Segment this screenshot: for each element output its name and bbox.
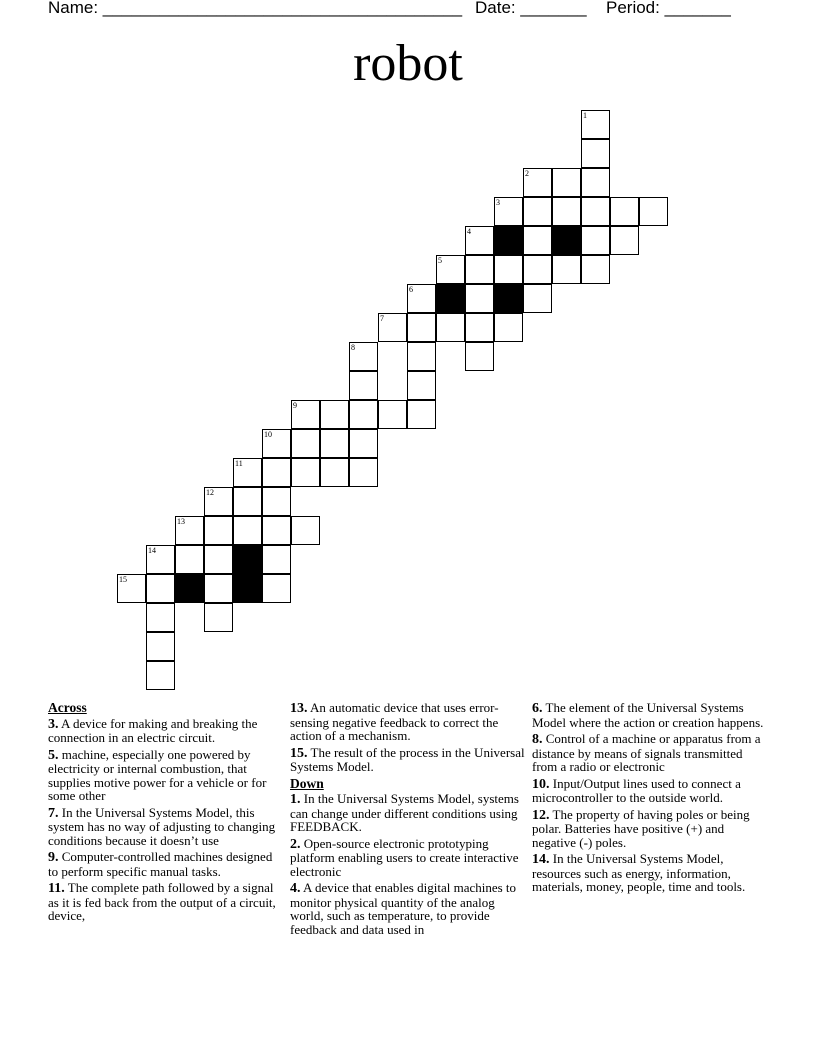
clue-number: 14. xyxy=(532,852,550,867)
clue-text: Input/Output lines used to connect a microcontroller to the outside world. xyxy=(532,775,741,805)
cell-number: 6 xyxy=(409,285,413,294)
crossword-cell[interactable] xyxy=(581,139,610,168)
crossword-cell[interactable] xyxy=(262,545,291,574)
clue-text: The element of the Universal Systems Model where the action or creation happens. xyxy=(532,700,764,730)
clue-text: The property of having poles or being polar. Batteries have positive (+) and negative (-) poles. xyxy=(532,806,750,850)
clue-number: 1. xyxy=(290,792,301,807)
cell-number: 14 xyxy=(148,546,156,555)
cell-number: 4 xyxy=(467,227,471,236)
crossword-cell[interactable] xyxy=(233,516,262,545)
crossword-block xyxy=(494,226,523,255)
cell-number: 8 xyxy=(351,343,355,352)
crossword-cell[interactable] xyxy=(407,342,436,371)
clue-across-9 xyxy=(48,850,280,878)
clue-down-10 xyxy=(532,777,768,805)
clue-text: A device for making and breaking the connection in an electric circuit. xyxy=(48,715,258,745)
crossword-cell[interactable] xyxy=(581,226,610,255)
cell-number: 10 xyxy=(264,430,272,439)
crossword-cell[interactable] xyxy=(175,545,204,574)
crossword-cell[interactable] xyxy=(320,429,349,458)
crossword-cell[interactable] xyxy=(146,545,175,574)
crossword-cell[interactable] xyxy=(146,632,175,661)
crossword-block xyxy=(233,574,262,603)
crossword-cell[interactable] xyxy=(465,226,494,255)
crossword-cell[interactable] xyxy=(349,371,378,400)
clue-text: In the Universal Systems Model, resources such as energy, information, materials, money, people, time and tools. xyxy=(532,851,746,894)
cell-number: 15 xyxy=(119,575,127,584)
crossword-cell[interactable] xyxy=(204,603,233,632)
crossword-cell[interactable] xyxy=(291,458,320,487)
crossword-cell[interactable] xyxy=(175,516,204,545)
clue-text: A device that enables digital machines to monitor physical quantity of the analog world, such as temperature, to provide feedback and data used in xyxy=(290,880,517,937)
across-heading: Across xyxy=(48,700,87,715)
period-field[interactable]: Period: _______ xyxy=(606,0,731,17)
clue-text: In the Universal Systems Model, this system has no way of adjusting to changing conditions because it doesn’t use xyxy=(48,804,276,848)
cell-number: 13 xyxy=(177,517,185,526)
clue-number: 12. xyxy=(532,807,550,823)
crossword-cell[interactable] xyxy=(146,661,175,690)
crossword-cell[interactable] xyxy=(494,197,523,226)
crossword-cell[interactable] xyxy=(291,400,320,429)
cell-number: 9 xyxy=(293,401,297,410)
clue-number: 5. xyxy=(48,747,59,763)
crossword-cell[interactable] xyxy=(378,400,407,429)
across-clues-column xyxy=(48,701,280,926)
crossword-cell[interactable] xyxy=(204,545,233,574)
worksheet-header xyxy=(0,0,816,22)
clue-down-4 xyxy=(290,881,526,936)
crossword-block xyxy=(175,574,204,603)
clue-text: An automatic device that uses error-sensing negative feedback to correct the action of a mechanism. xyxy=(290,700,499,743)
crossword-cell[interactable] xyxy=(204,516,233,545)
crossword-cell[interactable] xyxy=(262,516,291,545)
crossword-cell[interactable] xyxy=(581,197,610,226)
crossword-cell[interactable] xyxy=(291,429,320,458)
clue-down-12 xyxy=(532,808,768,850)
clue-number: 6. xyxy=(532,701,543,716)
clue-down-2 xyxy=(290,837,526,879)
crossword-block xyxy=(436,284,465,313)
middle-clues-column xyxy=(290,701,526,939)
clue-down-14 xyxy=(532,852,768,894)
clue-down-6 xyxy=(532,701,768,729)
crossword-cell[interactable] xyxy=(639,197,668,226)
crossword-cell[interactable] xyxy=(204,487,233,516)
clue-text: The complete path followed by a signal as it is fed back from the output of a circuit, device, xyxy=(48,880,276,923)
crossword-cell[interactable] xyxy=(552,197,581,226)
crossword-cell[interactable] xyxy=(349,342,378,371)
crossword-cell[interactable] xyxy=(349,400,378,429)
cell-number: 3 xyxy=(496,198,500,207)
crossword-cell[interactable] xyxy=(407,284,436,313)
clue-across-15 xyxy=(290,746,526,774)
cell-number: 11 xyxy=(235,459,243,468)
clue-across-3 xyxy=(48,717,280,745)
crossword-cell[interactable] xyxy=(262,574,291,603)
crossword-cell[interactable] xyxy=(523,197,552,226)
crossword-cell[interactable] xyxy=(581,168,610,197)
crossword-cell[interactable] xyxy=(204,574,233,603)
crossword-cell[interactable] xyxy=(436,255,465,284)
crossword-cell[interactable] xyxy=(320,458,349,487)
clue-number: 9. xyxy=(48,850,59,865)
clue-text: machine, especially one powered by electricity or internal combustion, that supplies motive power for a vehicle or for some other xyxy=(48,746,267,803)
name-field[interactable]: Name: ______________________________________ xyxy=(48,0,463,17)
down-heading: Down xyxy=(290,775,324,791)
clue-text: In the Universal Systems Model, systems can change under different conditions using FEEDBACK. xyxy=(290,791,519,834)
clue-across-13 xyxy=(290,701,526,743)
crossword-cell[interactable] xyxy=(610,197,639,226)
crossword-block xyxy=(552,226,581,255)
right-clues-column xyxy=(532,701,768,897)
clue-text: Computer-controlled machines designed to perform specific manual tasks. xyxy=(48,849,273,879)
crossword-cell[interactable] xyxy=(494,255,523,284)
clue-text: Open-source electronic prototyping platform enabling users to create interactive electronic xyxy=(290,835,519,879)
crossword-cell[interactable] xyxy=(610,226,639,255)
clue-across-7 xyxy=(48,806,280,848)
crossword-cell[interactable] xyxy=(465,313,494,342)
cell-number: 7 xyxy=(380,314,384,323)
crossword-cell[interactable] xyxy=(465,342,494,371)
clue-number: 10. xyxy=(532,776,550,792)
crossword-cell[interactable] xyxy=(146,603,175,632)
crossword-cell[interactable] xyxy=(581,255,610,284)
crossword-cell[interactable] xyxy=(378,313,407,342)
clue-number: 7. xyxy=(48,805,59,821)
crossword-cell[interactable] xyxy=(581,110,610,139)
crossword-cell[interactable] xyxy=(349,458,378,487)
crossword-cell[interactable] xyxy=(523,226,552,255)
clue-down-1 xyxy=(290,792,526,834)
cell-number: 12 xyxy=(206,488,214,497)
clue-across-11 xyxy=(48,881,280,923)
crossword-cell[interactable] xyxy=(117,574,146,603)
clue-number: 3. xyxy=(48,716,59,732)
crossword-cell[interactable] xyxy=(523,168,552,197)
crossword-cell[interactable] xyxy=(436,313,465,342)
crossword-cell[interactable] xyxy=(494,313,523,342)
crossword-cell[interactable] xyxy=(407,313,436,342)
puzzle-title: robot xyxy=(353,35,463,92)
crossword-cell[interactable] xyxy=(291,516,320,545)
crossword-cell[interactable] xyxy=(262,458,291,487)
date-field[interactable]: Date: _______ xyxy=(475,0,587,17)
clue-number: 4. xyxy=(290,881,301,896)
clue-text: The result of the process in the Universal Systems Model. xyxy=(290,744,525,774)
crossword-block xyxy=(233,545,262,574)
cell-number: 1 xyxy=(583,111,587,120)
crossword-cell[interactable] xyxy=(552,255,581,284)
clue-text: Control of a machine or apparatus from a distance by means of signals transmitted from a radio or electronic xyxy=(532,731,761,774)
clue-across-5 xyxy=(48,748,280,803)
clue-number: 8. xyxy=(532,732,543,747)
clue-number: 11. xyxy=(48,881,65,896)
crossword-cell[interactable] xyxy=(262,487,291,516)
clue-number: 2. xyxy=(290,836,301,852)
crossword-cell[interactable] xyxy=(523,255,552,284)
crossword-cell[interactable] xyxy=(320,400,349,429)
clue-down-8 xyxy=(532,732,768,774)
crossword-cell[interactable] xyxy=(552,168,581,197)
crossword-cell[interactable] xyxy=(465,255,494,284)
crossword-cell[interactable] xyxy=(523,284,552,313)
crossword-cell[interactable] xyxy=(262,429,291,458)
clue-number: 13. xyxy=(290,701,308,716)
cell-number: 2 xyxy=(525,169,529,178)
crossword-cell[interactable] xyxy=(233,458,262,487)
crossword-cell[interactable] xyxy=(349,429,378,458)
crossword-cell[interactable] xyxy=(233,487,262,516)
cell-number: 5 xyxy=(438,256,442,265)
crossword-block xyxy=(494,284,523,313)
crossword-cell[interactable] xyxy=(407,371,436,400)
clue-number: 15. xyxy=(290,745,308,761)
crossword-cell[interactable] xyxy=(465,284,494,313)
crossword-cell[interactable] xyxy=(146,574,175,603)
crossword-cell[interactable] xyxy=(407,400,436,429)
